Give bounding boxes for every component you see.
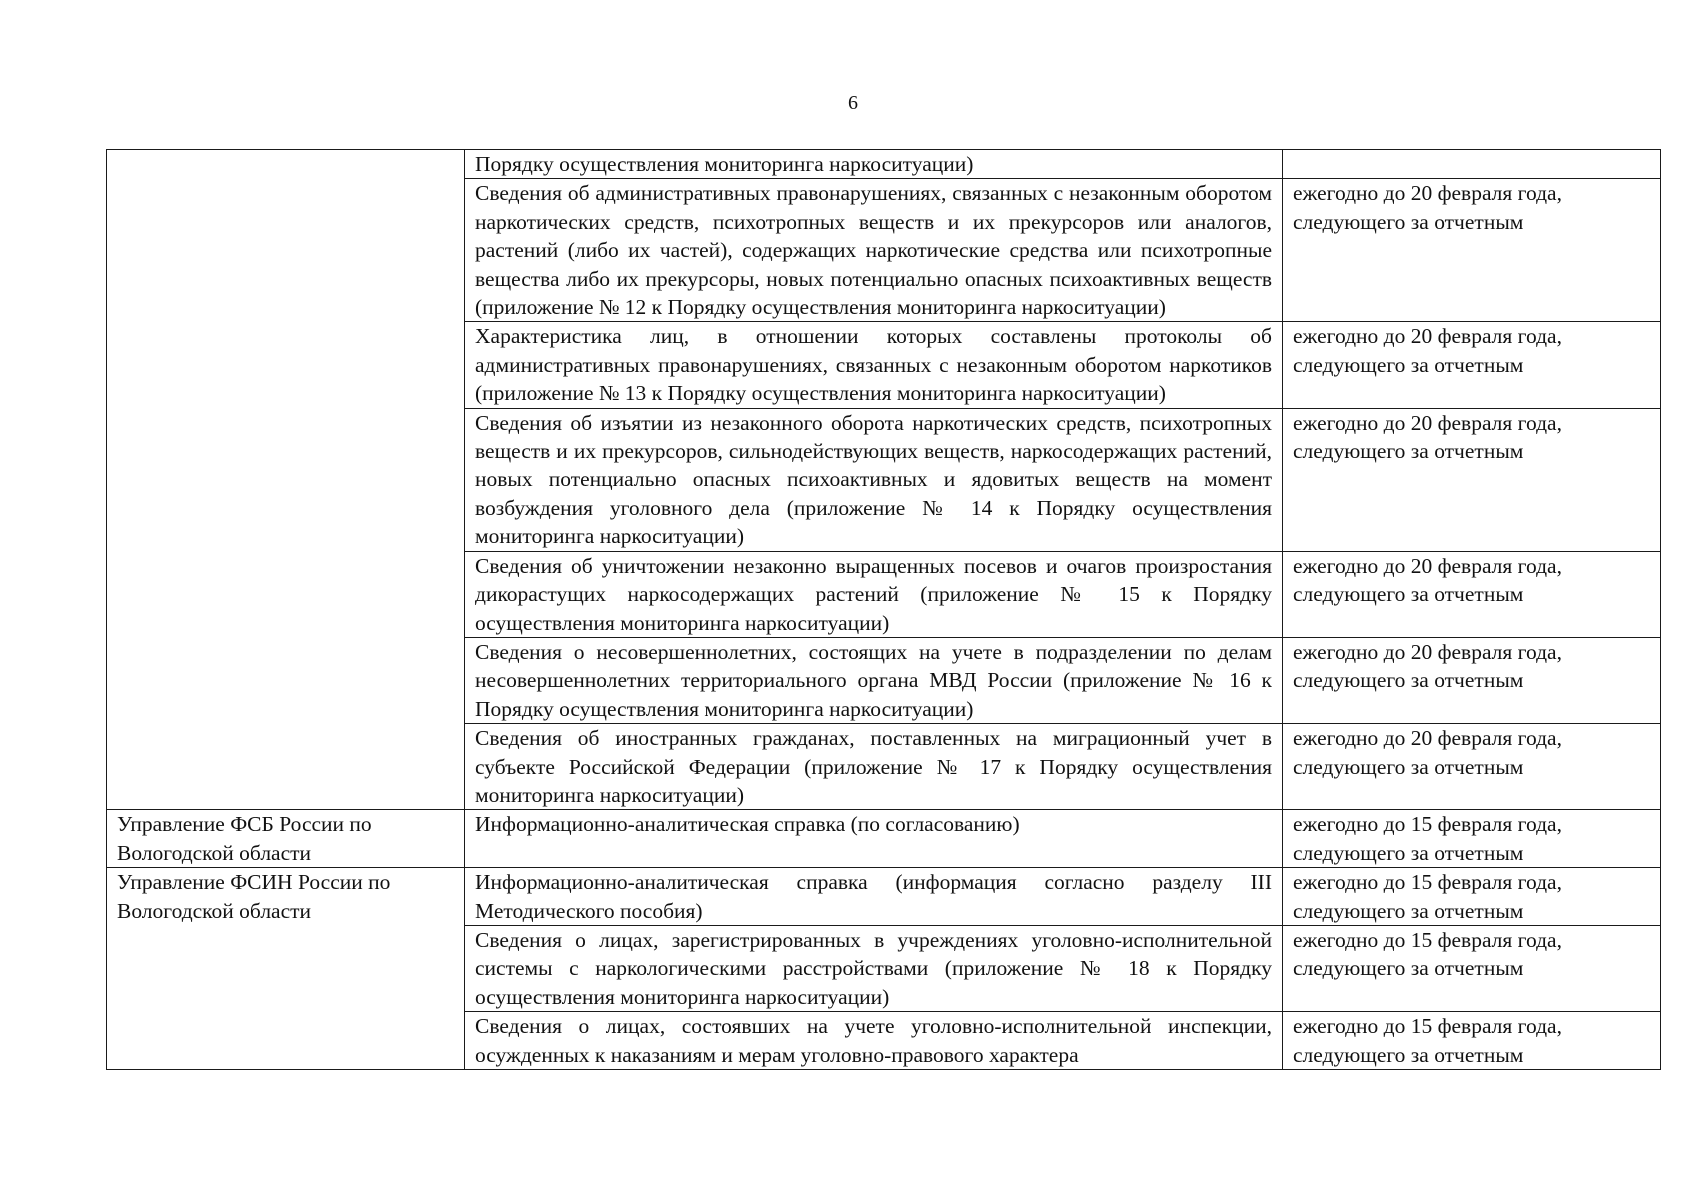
organization-cell bbox=[107, 150, 465, 810]
deadline-cell: ежегодно до 15 февраля года, следующего за отчетным bbox=[1283, 810, 1661, 868]
document-cell: Сведения о лицах, состоявших на учете уголовно-исполнительной инспекции, осужденных к наказаниям и мерам уголовно-правового характера bbox=[465, 1012, 1283, 1070]
deadline-cell bbox=[1283, 150, 1661, 179]
deadline-cell: ежегодно до 20 февраля года, следующего за отчетным bbox=[1283, 724, 1661, 810]
document-cell: Информационно-аналитическая справка (по согласованию) bbox=[465, 810, 1283, 868]
document-cell: Сведения об уничтожении незаконно выращенных посевов и очагов произростания дикорастущих наркосодержащих растений (приложение № 15 к Порядку осуществления мониторинга наркоситуации) bbox=[465, 551, 1283, 637]
table-row bbox=[107, 810, 1661, 868]
page-number: 6 bbox=[848, 92, 858, 114]
monitoring-table bbox=[106, 149, 1661, 1070]
table-row bbox=[107, 868, 1661, 926]
document-cell: Порядку осуществления мониторинга наркоситуации) bbox=[465, 150, 1283, 179]
deadline-cell: ежегодно до 20 февраля года, следующего за отчетным bbox=[1283, 179, 1661, 322]
deadline-cell: ежегодно до 20 февраля года, следующего за отчетным bbox=[1283, 637, 1661, 723]
table-row bbox=[107, 150, 1661, 179]
deadline-cell: ежегодно до 15 февраля года, следующего за отчетным bbox=[1283, 868, 1661, 926]
document-cell: Сведения о несовершеннолетних, состоящих на учете в подразделении по делам несовершеннолетних территориального органа МВД России (приложение № 16 к Порядку осуществления мониторинга наркоситуации) bbox=[465, 637, 1283, 723]
deadline-cell: ежегодно до 20 февраля года, следующего за отчетным bbox=[1283, 551, 1661, 637]
deadline-cell: ежегодно до 15 февраля года, следующего за отчетным bbox=[1283, 1012, 1661, 1070]
organization-cell: Управление ФСБ России по Вологодской области bbox=[107, 810, 465, 868]
document-cell: Сведения об изъятии из незаконного оборота наркотических средств, психотропных веществ и их прекурсоров, сильнодействующих веществ, наркосодержащих растений, новых потенциально опасных психоактивных и ядовитых веществ на момент возбуждения уголовного дела (приложение № 14 к Порядку осуществления мониторинга наркоситуации) bbox=[465, 408, 1283, 551]
deadline-cell: ежегодно до 20 февраля года, следующего за отчетным bbox=[1283, 408, 1661, 551]
document-cell: Характеристика лиц, в отношении которых составлены протоколы об административных правонарушениях, связанных с незаконным оборотом наркотиков (приложение № 13 к Порядку осуществления мониторинга наркоситуации) bbox=[465, 322, 1283, 408]
document-cell: Сведения об иностранных гражданах, поставленных на миграционный учет в субъекте Российской Федерации (приложение № 17 к Порядку осуществления мониторинга наркоситуации) bbox=[465, 724, 1283, 810]
deadline-cell: ежегодно до 20 февраля года, следующего за отчетным bbox=[1283, 322, 1661, 408]
organization-cell: Управление ФСИН России по Вологодской области bbox=[107, 868, 465, 1070]
document-cell: Информационно-аналитическая справка (информация согласно разделу III Методического пособия) bbox=[465, 868, 1283, 926]
document-cell: Сведения об административных правонарушениях, связанных с незаконным оборотом наркотических средств, психотропных веществ и их прекурсоров или аналогов, растений (либо их частей), содержащих наркотические средства или психотропные вещества либо их прекурсоры, новых потенциально опасных психоактивных веществ (приложение № 12 к Порядку осуществления мониторинга наркоситуации) bbox=[465, 179, 1283, 322]
deadline-cell: ежегодно до 15 февраля года, следующего за отчетным bbox=[1283, 925, 1661, 1011]
document-cell: Сведения о лицах, зарегистрированных в учреждениях уголовно-исполнительной системы с наркологическими расстройствами (приложение № 18 к Порядку осуществления мониторинга наркоситуации) bbox=[465, 925, 1283, 1011]
